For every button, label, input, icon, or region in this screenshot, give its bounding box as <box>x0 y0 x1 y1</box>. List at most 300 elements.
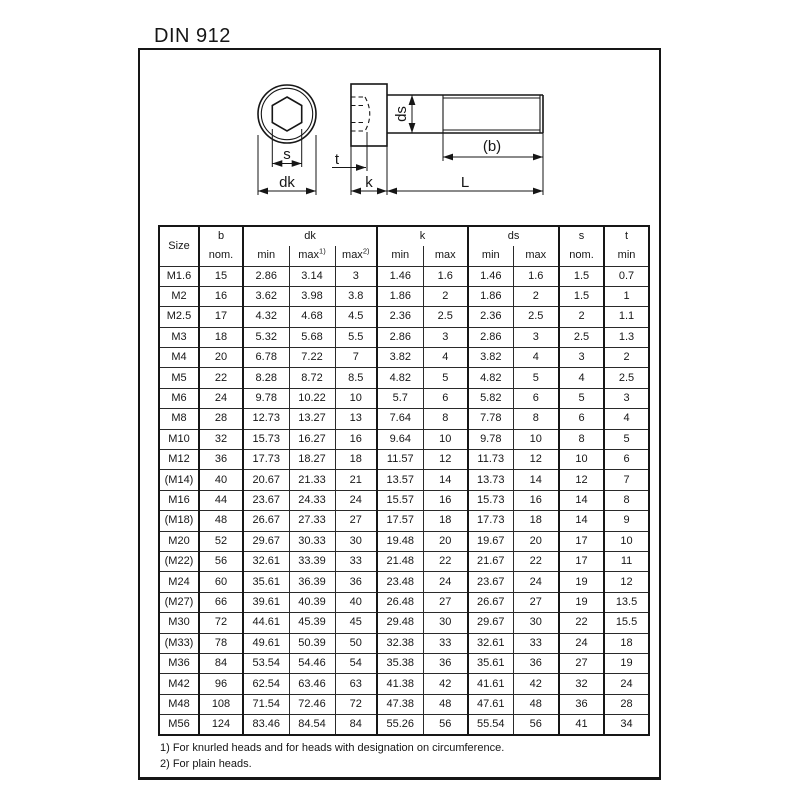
table-row <box>159 613 649 633</box>
cell-b-nom: 32 <box>199 429 243 449</box>
cell-ds-min: 2.36 <box>468 307 513 327</box>
cell-k-min: 3.82 <box>377 348 423 368</box>
cell-dk-max2: 10 <box>335 388 377 408</box>
col-header-k: k <box>377 226 468 246</box>
cell-b-nom: 84 <box>199 653 243 673</box>
cell-b-nom: 18 <box>199 327 243 347</box>
cell-dk-min: 6.78 <box>243 348 289 368</box>
cell-dk-min: 39.61 <box>243 592 289 612</box>
cell-size: M20 <box>159 531 199 551</box>
dim-label-s: s <box>283 146 291 163</box>
table-row <box>159 286 649 306</box>
cell-k-min: 11.57 <box>377 450 423 470</box>
subheader-dk-max2: $\max^{2)}$ <box>335 246 377 266</box>
dimension-table <box>158 225 650 736</box>
cell-ds-min: 55.54 <box>468 715 513 735</box>
cell-dk-max2: 33 <box>335 551 377 571</box>
table-row <box>159 388 649 408</box>
cell-ds-max: 27 <box>513 592 559 612</box>
cell-ds-min: 1.86 <box>468 286 513 306</box>
cell-dk-max2: 84 <box>335 715 377 735</box>
cell-k-max: 24 <box>423 572 468 592</box>
cell-size: M1.6 <box>159 266 199 286</box>
cell-ds-max: 3 <box>513 327 559 347</box>
cell-ds-min: 17.73 <box>468 511 513 531</box>
cell-size: M3 <box>159 327 199 347</box>
cell-size: (M27) <box>159 592 199 612</box>
cell-dk-max2: 7 <box>335 348 377 368</box>
cell-k-max: 22 <box>423 551 468 571</box>
cell-b-nom: 17 <box>199 307 243 327</box>
cell-size: M36 <box>159 653 199 673</box>
cell-s-nom: 12 <box>559 470 604 490</box>
cell-s-nom: 4 <box>559 368 604 388</box>
cell-s-nom: 14 <box>559 490 604 510</box>
cell-b-nom: 15 <box>199 266 243 286</box>
cell-k-max: 10 <box>423 429 468 449</box>
cell-t-min: 24 <box>604 674 649 694</box>
cell-dk-max1: 10.22 <box>289 388 335 408</box>
table-row <box>159 409 649 429</box>
cell-ds-max: 5 <box>513 368 559 388</box>
cell-b-nom: 124 <box>199 715 243 735</box>
cell-t-min: 10 <box>604 531 649 551</box>
cell-t-min: 15.5 <box>604 613 649 633</box>
table-row <box>159 266 649 286</box>
table-row <box>159 348 649 368</box>
cell-size: M2 <box>159 286 199 306</box>
cell-dk-min: 3.62 <box>243 286 289 306</box>
cell-s-nom: 8 <box>559 429 604 449</box>
cell-dk-max2: 30 <box>335 531 377 551</box>
cell-dk-min: 83.46 <box>243 715 289 735</box>
cell-size: M5 <box>159 368 199 388</box>
cell-k-max: 33 <box>423 633 468 653</box>
table-row <box>159 653 649 673</box>
cell-dk-max1: 40.39 <box>289 592 335 612</box>
cell-k-max: 16 <box>423 490 468 510</box>
cell-ds-min: 26.67 <box>468 592 513 612</box>
cell-dk-max2: 54 <box>335 653 377 673</box>
cell-k-max: 36 <box>423 653 468 673</box>
cell-s-nom: 19 <box>559 592 604 612</box>
cell-b-nom: 52 <box>199 531 243 551</box>
cell-dk-min: 4.32 <box>243 307 289 327</box>
cell-k-max: 8 <box>423 409 468 429</box>
cell-ds-max: 33 <box>513 633 559 653</box>
table-row <box>159 450 649 470</box>
cell-dk-max2: 13 <box>335 409 377 429</box>
cell-t-min: 1 <box>604 286 649 306</box>
cell-k-min: 29.48 <box>377 613 423 633</box>
cell-size: M30 <box>159 613 199 633</box>
cell-t-min: 18 <box>604 633 649 653</box>
cell-k-min: 47.38 <box>377 694 423 714</box>
cell-ds-max: 14 <box>513 470 559 490</box>
cell-ds-max: 4 <box>513 348 559 368</box>
cell-dk-max1: 5.68 <box>289 327 335 347</box>
cell-ds-max: 36 <box>513 653 559 673</box>
cell-size: M4 <box>159 348 199 368</box>
cell-ds-min: 32.61 <box>468 633 513 653</box>
cell-b-nom: 28 <box>199 409 243 429</box>
cell-t-min: 2.5 <box>604 368 649 388</box>
cell-dk-max1: 3.14 <box>289 266 335 286</box>
footnotes <box>160 741 504 772</box>
cell-ds-max: 24 <box>513 572 559 592</box>
cell-k-min: 2.86 <box>377 327 423 347</box>
screw-shank <box>387 95 543 133</box>
cell-ds-min: 47.61 <box>468 694 513 714</box>
dim-label-ds: ds <box>393 106 410 122</box>
head-inner-circle <box>261 88 312 139</box>
cell-k-max: 2 <box>423 286 468 306</box>
cell-dk-min: 49.61 <box>243 633 289 653</box>
cell-size: M10 <box>159 429 199 449</box>
cell-dk-max2: 4.5 <box>335 307 377 327</box>
cell-k-min: 1.46 <box>377 266 423 286</box>
cell-b-nom: 72 <box>199 613 243 633</box>
cell-k-max: 6 <box>423 388 468 408</box>
col-header-size: Size <box>159 226 199 266</box>
cell-dk-max1: 63.46 <box>289 674 335 694</box>
cell-b-nom: 40 <box>199 470 243 490</box>
cell-k-max: 30 <box>423 613 468 633</box>
cell-s-nom: 1.5 <box>559 286 604 306</box>
cell-ds-min: 35.61 <box>468 653 513 673</box>
cell-k-max: 27 <box>423 592 468 612</box>
cell-dk-max2: 16 <box>335 429 377 449</box>
cell-b-nom: 66 <box>199 592 243 612</box>
head-top-view <box>258 85 316 143</box>
cell-dk-max1: 4.68 <box>289 307 335 327</box>
col-header-ds: ds <box>468 226 559 246</box>
cell-dk-max2: 5.5 <box>335 327 377 347</box>
cell-t-min: 5 <box>604 429 649 449</box>
table-row <box>159 511 649 531</box>
subheader-k-min: min <box>377 246 423 266</box>
cell-t-min: 7 <box>604 470 649 490</box>
table-body <box>159 266 649 735</box>
footnote-marker-2: 2) <box>362 246 370 256</box>
cell-dk-min: 35.61 <box>243 572 289 592</box>
cell-k-min: 4.82 <box>377 368 423 388</box>
hex-socket <box>272 97 301 131</box>
cell-dk-max1: 21.33 <box>289 470 335 490</box>
cell-dk-max2: 8.5 <box>335 368 377 388</box>
cell-dk-min: 17.73 <box>243 450 289 470</box>
cell-dk-max2: 50 <box>335 633 377 653</box>
cell-size: (M22) <box>159 551 199 571</box>
cell-k-max: 56 <box>423 715 468 735</box>
cell-dk-min: 9.78 <box>243 388 289 408</box>
cell-dk-max2: 40 <box>335 592 377 612</box>
cell-dk-min: 20.67 <box>243 470 289 490</box>
cell-size: M42 <box>159 674 199 694</box>
cell-dk-max1: 36.39 <box>289 572 335 592</box>
cell-t-min: 4 <box>604 409 649 429</box>
cell-size: M56 <box>159 715 199 735</box>
footnote-1: 1) For knurled heads and for heads with designation on circumference. <box>160 742 505 754</box>
footnote-marker-1: 1) <box>319 246 326 256</box>
cell-ds-min: 21.67 <box>468 551 513 571</box>
cell-k-max: 1.6 <box>423 266 468 286</box>
cell-dk-max1: 54.46 <box>289 653 335 673</box>
technical-drawing <box>138 48 661 220</box>
cell-b-nom: 24 <box>199 388 243 408</box>
table-row <box>159 531 649 551</box>
cell-dk-max2: 21 <box>335 470 377 490</box>
cell-ds-max: 8 <box>513 409 559 429</box>
cell-t-min: 13.5 <box>604 592 649 612</box>
cell-size: (M14) <box>159 470 199 490</box>
cell-t-min: 2 <box>604 348 649 368</box>
cell-b-nom: 44 <box>199 490 243 510</box>
cell-ds-min: 9.78 <box>468 429 513 449</box>
table-row <box>159 572 649 592</box>
col-header-dk: dk <box>243 226 377 246</box>
cell-dk-max1: 18.27 <box>289 450 335 470</box>
cell-b-nom: 60 <box>199 572 243 592</box>
table-header <box>159 226 649 266</box>
cell-k-max: 12 <box>423 450 468 470</box>
subheader-k-max: max <box>423 246 468 266</box>
cell-k-max: 20 <box>423 531 468 551</box>
cell-k-min: 21.48 <box>377 551 423 571</box>
subheader-ds-max: max <box>513 246 559 266</box>
col-header-s: s <box>559 226 604 246</box>
cell-s-nom: 27 <box>559 653 604 673</box>
cell-ds-min: 1.46 <box>468 266 513 286</box>
cell-k-max: 14 <box>423 470 468 490</box>
cell-size: (M18) <box>159 511 199 531</box>
cell-ds-max: 30 <box>513 613 559 633</box>
cell-ds-min: 13.73 <box>468 470 513 490</box>
cell-dk-max2: 63 <box>335 674 377 694</box>
cell-dk-max1: 24.33 <box>289 490 335 510</box>
cell-dk-min: 44.61 <box>243 613 289 633</box>
cell-s-nom: 3 <box>559 348 604 368</box>
cell-k-min: 1.86 <box>377 286 423 306</box>
cell-dk-max2: 3.8 <box>335 286 377 306</box>
table-row <box>159 694 649 714</box>
cell-dk-min: 8.28 <box>243 368 289 388</box>
cell-t-min: 19 <box>604 653 649 673</box>
cell-ds-min: 23.67 <box>468 572 513 592</box>
cell-k-max: 3 <box>423 327 468 347</box>
cell-size: M6 <box>159 388 199 408</box>
cell-k-min: 2.36 <box>377 307 423 327</box>
table-row <box>159 551 649 571</box>
cell-ds-max: 16 <box>513 490 559 510</box>
cell-size: M48 <box>159 694 199 714</box>
cell-dk-min: 53.54 <box>243 653 289 673</box>
cell-ds-min: 7.78 <box>468 409 513 429</box>
cell-k-min: 17.57 <box>377 511 423 531</box>
cell-dk-min: 12.73 <box>243 409 289 429</box>
cell-dk-min: 62.54 <box>243 674 289 694</box>
cell-k-max: 2.5 <box>423 307 468 327</box>
dim-label-t: t <box>334 151 340 168</box>
cell-ds-max: 1.6 <box>513 266 559 286</box>
cell-k-max: 5 <box>423 368 468 388</box>
cell-t-min: 1.1 <box>604 307 649 327</box>
cell-dk-min: 2.86 <box>243 266 289 286</box>
cell-s-nom: 24 <box>559 633 604 653</box>
cell-s-nom: 22 <box>559 613 604 633</box>
page-title: DIN 912 <box>154 25 231 47</box>
cell-dk-min: 23.67 <box>243 490 289 510</box>
subheader-s-nom: nom. <box>559 246 604 266</box>
table-row <box>159 368 649 388</box>
cell-k-min: 5.7 <box>377 388 423 408</box>
cell-s-nom: 1.5 <box>559 266 604 286</box>
cell-size: M24 <box>159 572 199 592</box>
cell-dk-min: 26.67 <box>243 511 289 531</box>
cell-b-nom: 16 <box>199 286 243 306</box>
cell-t-min: 11 <box>604 551 649 571</box>
cell-b-nom: 48 <box>199 511 243 531</box>
cell-k-max: 42 <box>423 674 468 694</box>
cell-ds-min: 2.86 <box>468 327 513 347</box>
cell-t-min: 8 <box>604 490 649 510</box>
cell-ds-max: 6 <box>513 388 559 408</box>
screw-head <box>351 84 387 146</box>
cell-dk-max2: 24 <box>335 490 377 510</box>
cell-t-min: 1.3 <box>604 327 649 347</box>
cell-ds-min: 15.73 <box>468 490 513 510</box>
dim-label-b: (b) <box>482 138 502 155</box>
cell-dk-max2: 27 <box>335 511 377 531</box>
cell-size: (M33) <box>159 633 199 653</box>
cell-dk-max2: 3 <box>335 266 377 286</box>
cell-ds-max: 56 <box>513 715 559 735</box>
cell-size: M16 <box>159 490 199 510</box>
cell-s-nom: 41 <box>559 715 604 735</box>
thread-lines <box>443 95 540 133</box>
cell-size: M2.5 <box>159 307 199 327</box>
cell-k-min: 13.57 <box>377 470 423 490</box>
cell-b-nom: 20 <box>199 348 243 368</box>
subheader-ds-min: min <box>468 246 513 266</box>
cell-k-min: 55.26 <box>377 715 423 735</box>
cell-k-max: 48 <box>423 694 468 714</box>
cell-k-min: 9.64 <box>377 429 423 449</box>
subheader-t-min: min <box>604 246 649 266</box>
cell-ds-min: 41.61 <box>468 674 513 694</box>
subheader-dk-min: min <box>243 246 289 266</box>
cell-dk-max1: 45.39 <box>289 613 335 633</box>
cell-ds-min: 4.82 <box>468 368 513 388</box>
cell-ds-min: 11.73 <box>468 450 513 470</box>
cell-dk-min: 15.73 <box>243 429 289 449</box>
cell-s-nom: 2.5 <box>559 327 604 347</box>
cell-dk-max1: 72.46 <box>289 694 335 714</box>
cell-ds-max: 2.5 <box>513 307 559 327</box>
cell-dk-max1: 16.27 <box>289 429 335 449</box>
table-row <box>159 470 649 490</box>
cell-b-nom: 56 <box>199 551 243 571</box>
cell-ds-max: 20 <box>513 531 559 551</box>
cell-t-min: 6 <box>604 450 649 470</box>
cell-ds-min: 5.82 <box>468 388 513 408</box>
cell-dk-max2: 18 <box>335 450 377 470</box>
dim-label-dk: dk <box>279 174 295 191</box>
cell-dk-min: 29.67 <box>243 531 289 551</box>
cell-dk-min: 5.32 <box>243 327 289 347</box>
cell-k-min: 35.38 <box>377 653 423 673</box>
cell-ds-max: 12 <box>513 450 559 470</box>
cell-dk-max2: 72 <box>335 694 377 714</box>
table-row <box>159 715 649 735</box>
cell-size: M8 <box>159 409 199 429</box>
dim-label-L: L <box>460 174 470 191</box>
cell-size: M12 <box>159 450 199 470</box>
cell-dk-max1: 50.39 <box>289 633 335 653</box>
cell-s-nom: 2 <box>559 307 604 327</box>
cell-s-nom: 10 <box>559 450 604 470</box>
cell-ds-max: 18 <box>513 511 559 531</box>
cell-k-min: 32.38 <box>377 633 423 653</box>
cell-ds-max: 22 <box>513 551 559 571</box>
cell-t-min: 28 <box>604 694 649 714</box>
cell-b-nom: 108 <box>199 694 243 714</box>
subheader-dk-max1: $\max^{1)}$ <box>289 246 335 266</box>
col-header-t: t <box>604 226 649 246</box>
cell-k-max: 18 <box>423 511 468 531</box>
screw-side-view <box>351 84 543 146</box>
dim-label-k: k <box>365 174 373 191</box>
cell-b-nom: 78 <box>199 633 243 653</box>
cell-dk-max2: 36 <box>335 572 377 592</box>
table-row <box>159 490 649 510</box>
cell-dk-max1: 27.33 <box>289 511 335 531</box>
table-row <box>159 327 649 347</box>
cell-dk-max1: 84.54 <box>289 715 335 735</box>
cell-b-nom: 36 <box>199 450 243 470</box>
cell-dk-max1: 30.33 <box>289 531 335 551</box>
cell-s-nom: 19 <box>559 572 604 592</box>
cell-dk-max1: 8.72 <box>289 368 335 388</box>
cell-ds-min: 3.82 <box>468 348 513 368</box>
cell-s-nom: 5 <box>559 388 604 408</box>
cell-dk-min: 32.61 <box>243 551 289 571</box>
cell-dk-max2: 45 <box>335 613 377 633</box>
cell-k-min: 15.57 <box>377 490 423 510</box>
cell-t-min: 0.7 <box>604 266 649 286</box>
head-outer-circle <box>258 85 316 143</box>
cell-ds-min: 19.67 <box>468 531 513 551</box>
cell-ds-max: 10 <box>513 429 559 449</box>
cell-s-nom: 14 <box>559 511 604 531</box>
cell-dk-max1: 13.27 <box>289 409 335 429</box>
table-row <box>159 429 649 449</box>
cell-t-min: 9 <box>604 511 649 531</box>
table-row <box>159 674 649 694</box>
cell-k-max: 4 <box>423 348 468 368</box>
footnote-2: 2) For plain heads. <box>160 757 252 770</box>
cell-s-nom: 17 <box>559 551 604 571</box>
cell-k-min: 23.48 <box>377 572 423 592</box>
cell-s-nom: 17 <box>559 531 604 551</box>
subheader-b-nom: nom. <box>199 246 243 266</box>
cell-s-nom: 36 <box>559 694 604 714</box>
cell-t-min: 12 <box>604 572 649 592</box>
cell-s-nom: 32 <box>559 674 604 694</box>
cell-dk-max1: 7.22 <box>289 348 335 368</box>
cell-b-nom: 22 <box>199 368 243 388</box>
cell-ds-max: 48 <box>513 694 559 714</box>
